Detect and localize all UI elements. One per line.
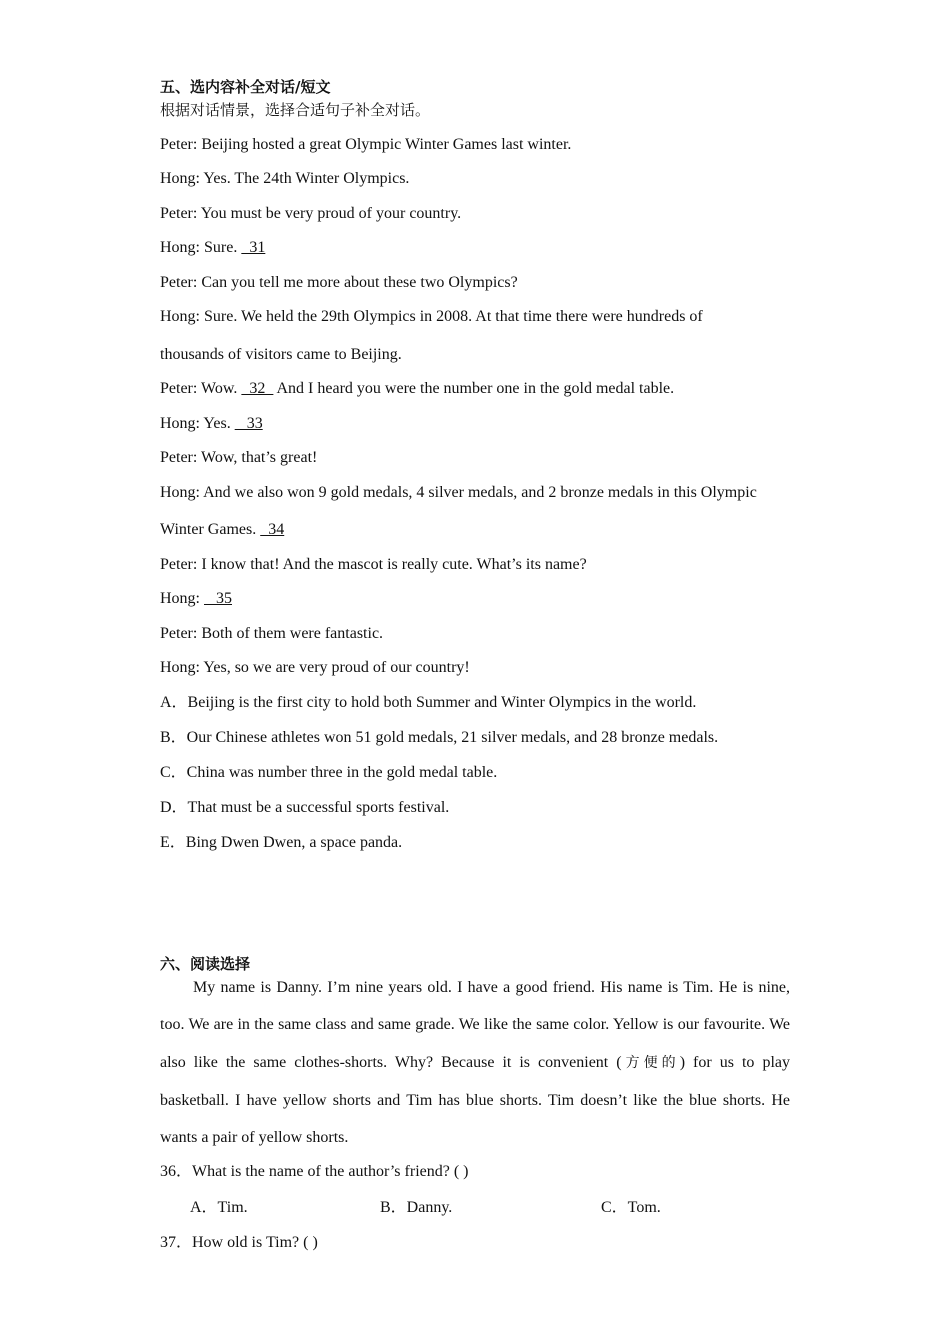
- option-b: B．Our Chinese athletes won 51 gold medals, 21 silver medals, and 28 bronze medals.: [160, 729, 719, 746]
- blank-32: 32: [241, 380, 274, 397]
- dialogue-line: Peter: Wow. 32 And I heard you were the number one in the gold medal table.: [160, 380, 675, 397]
- dialogue-line: Peter: Wow, that’s great!: [160, 449, 318, 466]
- question-36-option-a: A．Tim.: [190, 1199, 248, 1216]
- section5-instruction: 根据对话情景，选择合适句子补全对话。: [160, 101, 431, 119]
- dialogue-line: Peter: I know that! And the mascot is really cute. What’s its name?: [160, 556, 587, 573]
- blank-33: 33: [234, 415, 263, 432]
- dialogue-line: Peter: Can you tell me more about these two Olympics?: [160, 274, 518, 291]
- dialogue-line: Peter: Beijing hosted a great Olympic Winter Games last winter.: [160, 136, 572, 153]
- passage-chinese-gloss: 方便的: [621, 1054, 680, 1071]
- question-36-option-b: B．Danny.: [380, 1199, 453, 1216]
- question-36: 36．What is the name of the author’s friend? ( ): [160, 1163, 469, 1180]
- blank-34: 34: [260, 521, 285, 538]
- reading-passage: My name is Danny. I’m nine years old. I have a good friend. His name is Tim. He is nine, too. We are in the same class and same grade. We like the same color. Yellow is our favourite. We also like the same clothes-shorts. Why? Because it is convenient (方便的) for us to play basketball. I have yellow shorts and Tim has blue shorts. Tim doesn’t like the blue shorts. He wants a pair of yellow shorts.: [160, 979, 790, 1147]
- dialogue-line: Hong: Sure. We held the 29th Olympics in 2008. At that time there were hundreds of: [160, 308, 703, 325]
- dialogue-line: Hong: Yes. 33: [160, 415, 263, 432]
- section5-heading: 五、选内容补全对话/短文: [160, 78, 331, 96]
- dialogue-line: Winter Games. 34: [160, 521, 285, 538]
- dialogue-line: Peter: You must be very proud of your country.: [160, 205, 462, 222]
- question-37: 37．How old is Tim? ( ): [160, 1234, 318, 1251]
- dialogue-line: Hong: Yes, so we are very proud of our country!: [160, 659, 470, 676]
- section6-heading: 六、阅读选择: [160, 955, 251, 973]
- option-c: C．China was number three in the gold medal table.: [160, 764, 498, 781]
- option-e: E．Bing Dwen Dwen, a space panda.: [160, 834, 403, 851]
- dialogue-line: Hong: Sure. 31: [160, 239, 266, 256]
- dialogue-line: Peter: Both of them were fantastic.: [160, 625, 384, 642]
- option-a: A．Beijing is the first city to hold both Summer and Winter Olympics in the world.: [160, 694, 697, 711]
- question-36-option-c: C．Tom.: [601, 1199, 661, 1216]
- dialogue-line: Hong: And we also won 9 gold medals, 4 silver medals, and 2 bronze medals in this Olympic: [160, 484, 757, 501]
- option-d: D．That must be a successful sports festival.: [160, 799, 450, 816]
- dialogue-line: Hong: 35: [160, 590, 232, 607]
- blank-35: 35: [204, 590, 232, 607]
- dialogue-line: Hong: Yes. The 24th Winter Olympics.: [160, 170, 410, 187]
- dialogue-line: thousands of visitors came to Beijing.: [160, 346, 402, 363]
- blank-31: 31: [241, 239, 266, 256]
